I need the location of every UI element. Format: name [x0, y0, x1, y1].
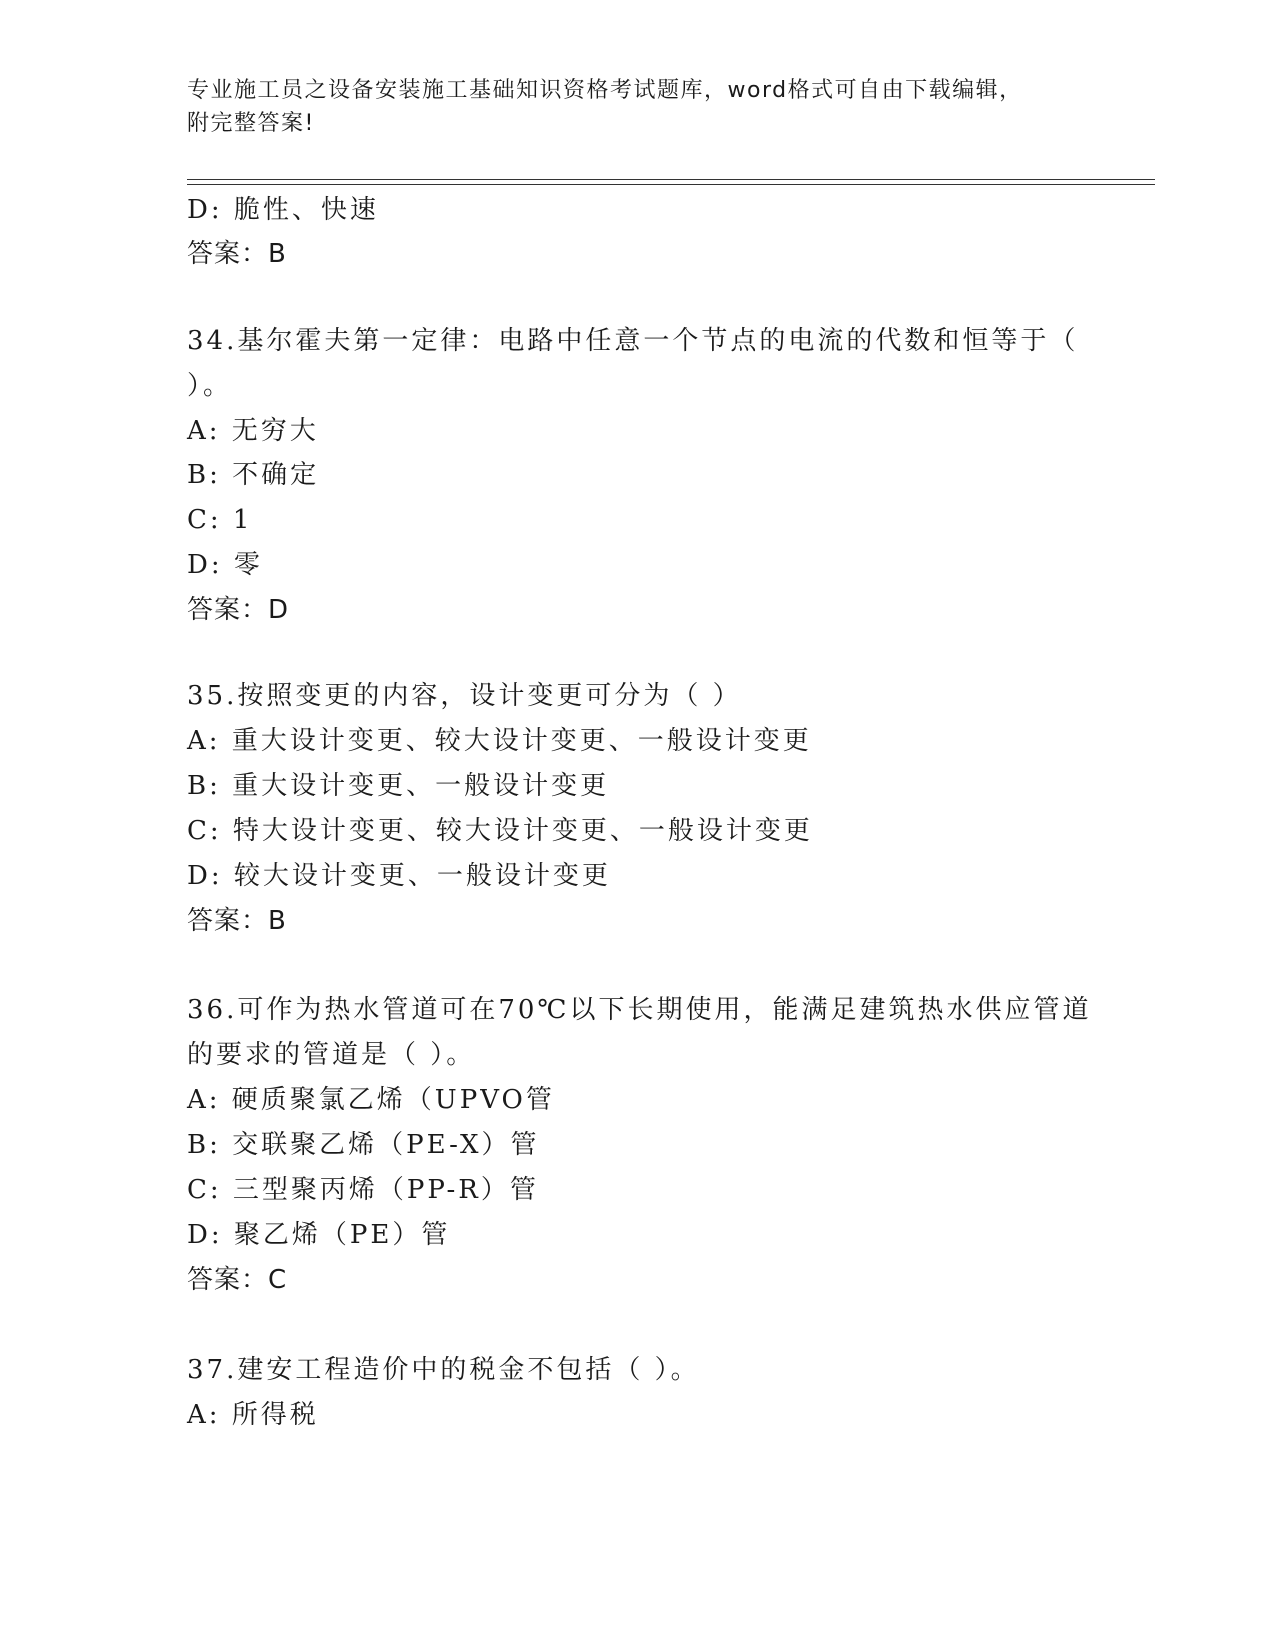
q36-stem-line-1: 36.可作为热水管道可在70℃以下长期使用，能满足建筑热水供应管道 [187, 995, 1092, 1025]
q34-option-d: D: 零 [187, 550, 263, 580]
q36-option-b: B: 交联聚乙烯（PE-X）管 [187, 1130, 540, 1160]
q34-answer: 答案：D [187, 595, 290, 625]
document-header [187, 74, 1087, 140]
header-title-line-1: 专业施工员之设备安装施工基础知识资格考试题库，word格式可自由下载编辑， [187, 78, 1023, 103]
q34-option-b: B: 不确定 [187, 460, 320, 490]
q35-option-a: A: 重大设计变更、较大设计变更、一般设计变更 [187, 726, 812, 756]
q35-stem-line-1: 35.按照变更的内容，设计变更可分为（ ） [187, 681, 742, 711]
q35-answer: 答案：B [187, 906, 287, 936]
q36-stem-line-2: 的要求的管道是（ ）。 [187, 1040, 476, 1070]
prev-answer: 答案：B [187, 239, 287, 269]
q34-option-a: A: 无穷大 [187, 416, 319, 446]
q36-option-c: C: 三型聚丙烯（PP-R）管 [187, 1175, 539, 1205]
q34-stem-line-2: ）。 [187, 371, 233, 401]
q34-option-c: C: 1 [187, 505, 253, 535]
q36-answer: 答案：C [187, 1265, 288, 1295]
q37-stem-line-1: 37.建安工程造价中的税金不包括（ ）。 [187, 1355, 700, 1385]
q34-stem-line-1: 34.基尔霍夫第一定律：电路中任意一个节点的电流的代数和恒等于（ [187, 326, 1079, 356]
q36-option-d: D: 聚乙烯（PE）管 [187, 1220, 451, 1250]
header-title-line-2: 附完整答案! [187, 111, 315, 136]
q37-option-a: A: 所得税 [187, 1400, 319, 1430]
q35-option-c: C: 特大设计变更、较大设计变更、一般设计变更 [187, 816, 813, 846]
q36-option-a: A: 硬质聚氯乙烯（UPVO管 [187, 1085, 555, 1115]
header-double-rule [187, 179, 1155, 185]
q35-option-b: B: 重大设计变更、一般设计变更 [187, 771, 610, 801]
q35-option-d: D: 较大设计变更、一般设计变更 [187, 861, 611, 891]
prev-option-d: D: 脆性、快速 [187, 195, 379, 225]
